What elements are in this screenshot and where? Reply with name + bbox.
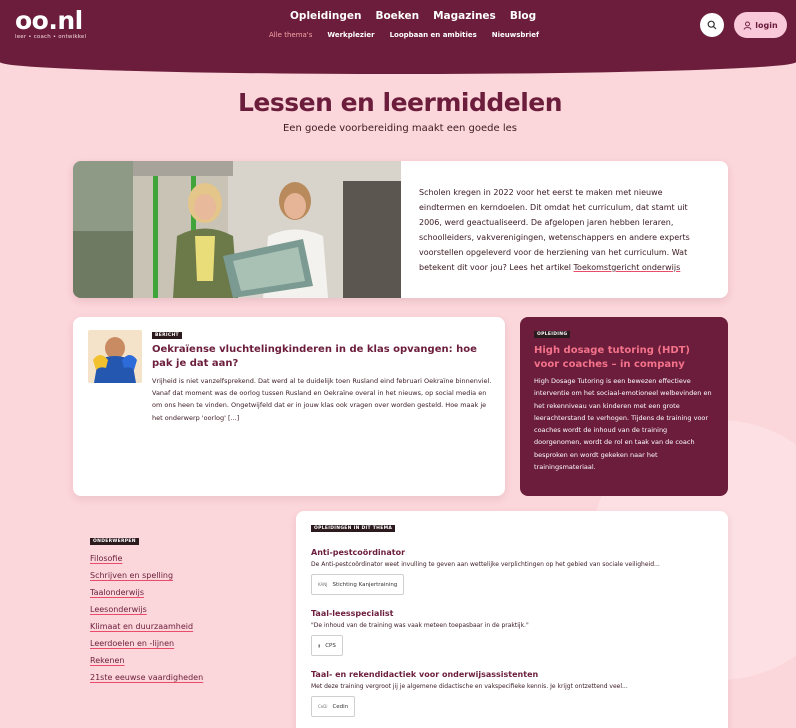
course-title[interactable]: Taal-leesspecialist (311, 609, 394, 618)
nav-boeken[interactable]: Boeken (375, 10, 420, 22)
hero-article-link[interactable]: Toekomstgericht onderwijs (573, 263, 681, 272)
hero-card (73, 161, 728, 298)
provider-name: CPS (325, 642, 336, 649)
course-description: Met deze training vergroot jij je algemene didactische en vakspecifieke kennis. Je krijgt ontzettend veel... (311, 683, 628, 690)
topics-badge: ONDERWERPEN (90, 538, 139, 545)
article-badge: BERICHT (152, 332, 182, 339)
provider-logo-icon: ▮ (318, 643, 321, 648)
topics-list (90, 527, 290, 690)
page-subtitle: Een goede voorbereiding maakt een goede les (282, 123, 517, 134)
subnav-nieuwsbrief[interactable]: Nieuwsbrief (491, 31, 540, 39)
topic-link[interactable]: 21ste eeuwse vaardigheden (90, 673, 204, 682)
page-title: Lessen en leermiddelen (237, 88, 563, 117)
article-excerpt: Vrijheid is niet vanzelfsprekend. Dat werd al te duidelijk toen Rusland eind februari Oekraïne binnenviel. Vanaf dat moment was de oorlog tussen Rusland en Oekraïne overal in het nieuws, op social media en om ons heen te vinden. Ongetwijfeld dat er in jouw klas ook vragen over worden gesteld. Hoe maak je het onderwerp 'oorlog' [...] (152, 377, 492, 422)
topic-link[interactable]: Rekenen (90, 656, 125, 665)
logo-tagline: leer • coach • ontwikkel (15, 34, 87, 40)
course-provider[interactable] (311, 696, 355, 717)
topic-link[interactable]: Schrijven en spelling (90, 571, 174, 580)
main-nav (290, 10, 536, 22)
nav-opleidingen[interactable]: Opleidingen (290, 10, 362, 22)
course-description: "De inhoud van de training was vaak meteen toepasbaar in de praktijk." (311, 622, 529, 629)
subnav-loopbaan[interactable]: Loopbaan en ambities (389, 31, 477, 39)
hero-paragraph: Scholen kregen in 2022 voor het eerst te maken met nieuwe eindtermen en kerndoelen. Dit omdat het curriculum, dat stamt uit 2006, werd geactualiseerd. De afgelopen jaren hebben leraren, schoolleiders, vakverenigingen, wetenschappers en andere experts voorstellen opgeleverd voor de herziening van het curriculum. Wat betekent dit voor jou? Lees het artikel (419, 188, 690, 272)
nav-magazines[interactable]: Magazines (433, 10, 496, 22)
topic-link[interactable]: Taalonderwijs (90, 588, 144, 597)
sub-nav (269, 31, 539, 39)
provider-name: Cedin (332, 703, 349, 710)
article-title[interactable]: Oekraïense vluchtelingkinderen in de klas opvangen: hoe pak je dat aan? (152, 344, 477, 369)
promo-title[interactable]: High dosage tutoring (HDT) voor coaches – in company (534, 345, 691, 370)
provider-logo-icon: KANJ (318, 582, 328, 587)
user-icon (743, 21, 752, 30)
search-button[interactable] (700, 13, 724, 37)
provider-name: Stichting Kanjertraining (332, 581, 398, 588)
site-header (0, 0, 796, 74)
article-thumbnail (88, 330, 142, 383)
topic-link[interactable]: Filosofie (90, 554, 123, 563)
hero-text (419, 185, 709, 275)
course-title[interactable]: Taal- en rekendidactiek voor onderwijsassistenten (311, 670, 539, 679)
course-item[interactable] (311, 609, 711, 656)
login-label: login (755, 20, 778, 30)
provider-logo-icon: CeDi (318, 704, 328, 709)
course-provider[interactable] (311, 635, 343, 656)
logo-text: oo.nl (15, 6, 83, 35)
promo-body: High Dosage Tutoring is een bewezen effectieve interventie om het sociaal-emotioneel welbevinden en het rekenniveau van kinderen met een grote leerachterstand te verhogen. Tijdens de training voor coaches wordt de inhoud van de training doorgenomen, wordt de rol en taak van de coach besproken en wordt gekeken naar het trainingsmateriaal. (534, 377, 712, 472)
site-logo[interactable] (15, 8, 86, 40)
topic-link[interactable]: Leesonderwijs (90, 605, 147, 614)
subnav-alle-themas[interactable]: Alle thema's (269, 31, 313, 39)
nav-blog[interactable]: Blog (509, 10, 537, 22)
course-provider[interactable] (311, 574, 404, 595)
course-title[interactable]: Anti-pestcoördinator (311, 548, 406, 557)
courses-badge: OPLEIDINGEN IN DIT THEMA (311, 525, 395, 532)
login-button[interactable] (734, 12, 787, 38)
courses-card (296, 511, 728, 728)
course-item[interactable] (311, 548, 711, 595)
topic-link[interactable]: Leerdoelen en -lijnen (90, 639, 175, 648)
hero-photo (73, 161, 401, 298)
course-item[interactable] (311, 670, 711, 717)
article-card[interactable] (73, 317, 505, 496)
course-description: De Anti-pestcoördinator weet invulling te geven aan wettelijke verplichtingen op het gebied van sociale veiligheid... (311, 561, 660, 568)
topic-link[interactable]: Klimaat en duurzaamheid (90, 622, 194, 631)
promo-card[interactable] (520, 317, 728, 496)
promo-badge: OPLEIDING (534, 331, 570, 338)
search-icon (707, 20, 717, 30)
subnav-werkplezier[interactable]: Werkplezier (327, 31, 375, 39)
